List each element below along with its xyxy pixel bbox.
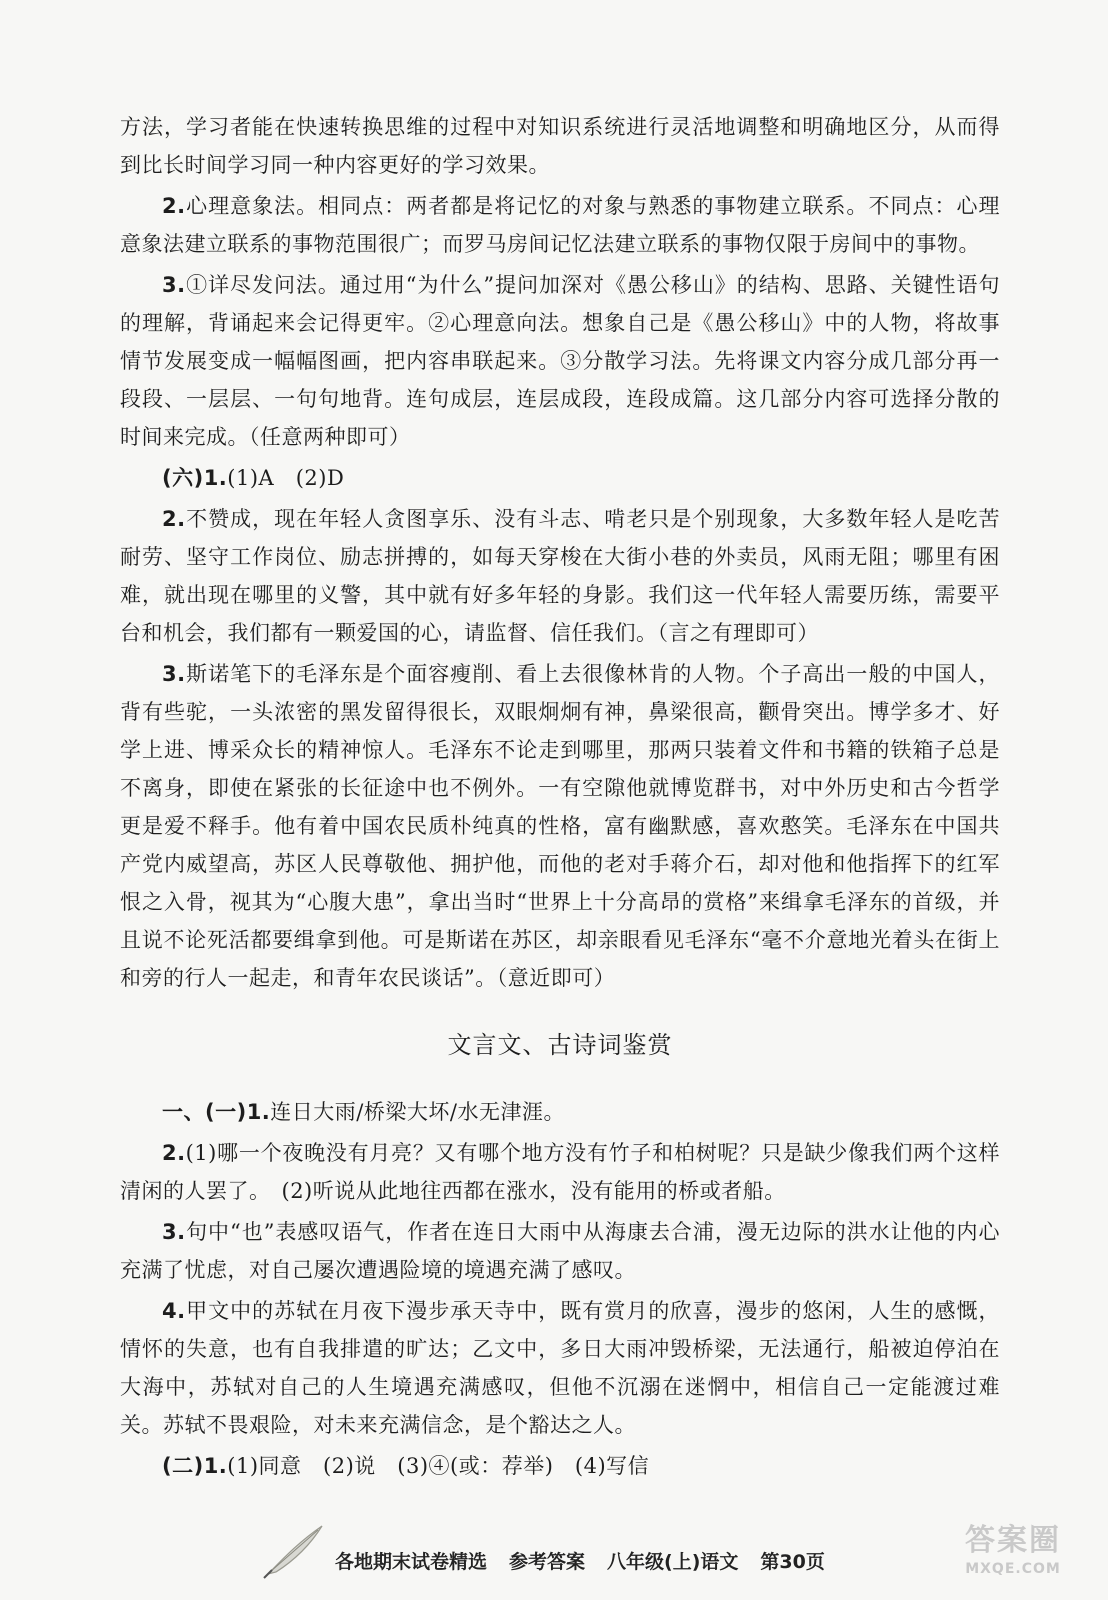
question-number: 2. <box>162 194 186 218</box>
question-number: 3. <box>162 273 186 297</box>
paragraph-text: ①详尽发问法。通过用“为什么”提问加深对《愚公移山》的结构、思路、关键性语句的理解，背诵起来会记得更牢。②心理意向法。想象自己是《愚公移山》中的人物，将故事情节发展变成一幅幅图画，把内容串联起来。③分散学习法。先将课文内容分成几部分再一段段、一层层、一句句地背。连句成层，连层成段，连段成篇。这几部分内容可选择分散的时间来完成。（任意两种即可） <box>120 273 1000 449</box>
watermark-sub: MXQE.COM <box>965 1561 1061 1577</box>
footer-page-number: 第30页 <box>760 1550 825 1573</box>
paragraph <box>120 459 1000 497</box>
footer-type: 参考答案 <box>509 1550 586 1573</box>
paragraph <box>120 500 1000 652</box>
footer-grade: 八年级(上)语文 <box>607 1550 739 1573</box>
question-number: (六)1. <box>162 466 228 490</box>
paragraph <box>120 266 1000 456</box>
paragraph-text: 句中“也”表感叹语气，作者在连日大雨中从海康去合浦，漫无边际的洪水让他的内心充满了忧虑，对自己屡次遭遇险境的境遇充满了感叹。 <box>120 1220 1000 1282</box>
question-number: 3. <box>162 662 186 686</box>
paragraph-text: (1)同意 (2)说 (3)④(或：荐举) (4)写信 <box>227 1454 650 1478</box>
question-number: 3. <box>162 1220 186 1244</box>
question-number: (二)1. <box>162 1454 228 1478</box>
answers-part-two <box>120 1093 1000 1485</box>
question-number: 2. <box>162 1141 186 1165</box>
paragraph-text: 斯诺笔下的毛泽东是个面容瘦削、看上去很像林肯的人物。个子高出一般的中国人，背有些驼，一头浓密的黑发留得很长，双眼炯炯有神，鼻梁很高，颧骨突出。博学多才、好学上进、博采众长的精神惊人。毛泽东不论走到哪里，那两只装着文件和书籍的铁箱子总是不离身，即使在紧张的长征途中也不例外。一有空隙他就博览群书，对中外历史和古今哲学更是爱不释手。他有着中国农民质朴纯真的性格，富有幽默感，喜欢憨笑。毛泽东在中国共产党内威望高，苏区人民尊敬他、拥护他，而他的老对手蒋介石，却对他和他指挥下的红军恨之入骨，视其为“心腹大患”，拿出当时“世界上十分高昂的赏格”来缉拿毛泽东的首级，并且说不论死活都要缉拿到他。可是斯诺在苏区，却亲眼看见毛泽东“毫不介意地光着头在街上和旁的行人一起走，和青年农民谈话”。（意近即可） <box>120 662 1000 990</box>
question-number: 一、(一)1. <box>162 1100 271 1124</box>
paragraph-text: 不赞成，现在年轻人贪图享乐、没有斗志、啃老只是个别现象，大多数年轻人是吃苦耐劳、坚守工作岗位、励志拼搏的，如每天穿梭在大街小巷的外卖员，风雨无阻；哪里有困难，就出现在哪里的义警，其中就有好多年轻的身影。我们这一代年轻人需要历练，需要平台和机会，我们都有一颗爱国的心，请监督、信任我们。（言之有理即可） <box>120 507 1000 645</box>
paragraph-text: 心理意象法。相同点：两者都是将记忆的对象与熟悉的事物建立联系。不同点：心理意象法建立联系的事物范围很广；而罗马房间记忆法建立联系的事物仅限于房间中的事物。 <box>120 194 1000 256</box>
paragraph <box>120 187 1000 263</box>
watermark-main: 答案圈 <box>965 1523 1061 1558</box>
paragraph-text: 方法，学习者能在快速转换思维的过程中对知识系统进行灵活地调整和明确地区分，从而得到比长时间学习同一种内容更好的学习效果。 <box>120 115 1000 177</box>
paragraph-text: 甲文中的苏轼在月夜下漫步承天寺中，既有赏月的欣喜，漫步的悠闲，人生的感慨，情怀的失意，也有自我排遣的旷达；乙文中，多日大雨冲毁桥梁，无法通行，船被迫停泊在大海中，苏轼对自己的人生境遇充满感叹，但他不沉溺在迷惘中，相信自己一定能渡过难关。苏轼不畏艰险，对未来充满信念，是个豁达之人。 <box>120 1299 1000 1437</box>
answer-content <box>120 108 1000 1488</box>
paragraph <box>120 1213 1000 1289</box>
paragraph <box>120 108 1000 184</box>
paragraph-text: 连日大雨/桥梁大坏/水无津涯。 <box>270 1100 565 1124</box>
footer-book-title: 各地期末试卷精选 <box>335 1550 488 1573</box>
paragraph-text: (1)A (2)D <box>227 466 345 490</box>
question-number: 4. <box>162 1299 186 1323</box>
paragraph <box>120 1447 1000 1485</box>
watermark-logo <box>938 1522 1088 1592</box>
section-title: 文言文、古诗词鉴赏 <box>447 1031 673 1059</box>
paragraph <box>120 1093 1000 1131</box>
paragraph-text: (1)哪一个夜晚没有月亮？又有哪个地方没有竹子和柏树呢？只是缺少像我们两个这样清闲的人罢了。 (2)听说从此地往西都在涨水，没有能用的桥或者船。 <box>120 1141 1000 1203</box>
question-number: 2. <box>162 507 186 531</box>
answers-part-one <box>120 108 1000 997</box>
paragraph <box>120 655 1000 997</box>
paragraph <box>120 1292 1000 1444</box>
paragraph <box>120 1134 1000 1210</box>
